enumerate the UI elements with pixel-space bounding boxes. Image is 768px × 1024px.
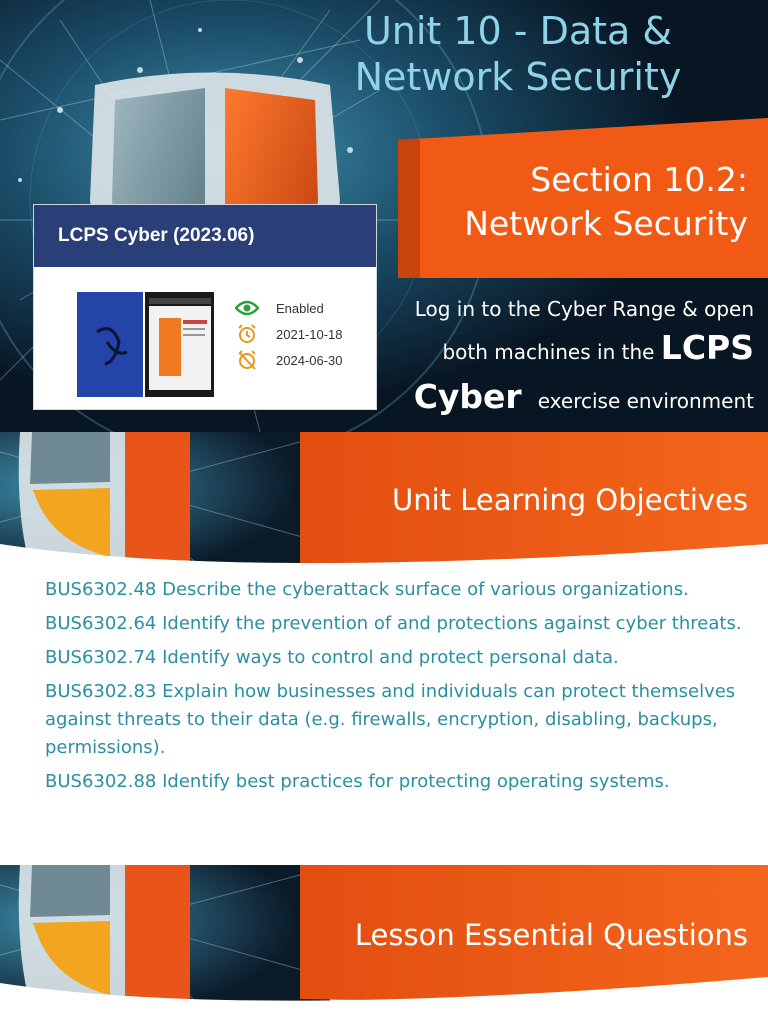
instruction-lcps: LCPS xyxy=(660,328,754,367)
alarm-off-icon xyxy=(234,350,260,370)
exercise-card[interactable] xyxy=(33,204,377,410)
title-slide xyxy=(0,0,768,432)
questions-heading: Lesson Essential Questions xyxy=(354,918,748,952)
objective-item: BUS6302.64 Identify the prevention of and protections against cyber threats. xyxy=(45,613,742,634)
instruction-line1: Log in to the Cyber Range & open xyxy=(414,297,754,321)
objectives-slide xyxy=(0,432,768,865)
unit-title-line1: Unit 10 - Data & xyxy=(363,9,673,53)
section-title-line2: Network Security xyxy=(464,204,748,243)
start-date-row xyxy=(234,321,343,347)
instruction-line3-text: exercise environment xyxy=(537,389,754,413)
alarm-clock-icon xyxy=(234,324,260,344)
objective-item: BUS6302.88 Identify best practices for protecting operating systems. xyxy=(45,771,670,792)
objectives-list xyxy=(45,576,745,802)
instruction-line3 xyxy=(374,374,754,426)
instructions xyxy=(374,292,754,426)
objective-item: BUS6302.48 Describe the cyberattack surface of various organizations. xyxy=(45,579,689,600)
start-date-text: 2021-10-18 xyxy=(276,326,343,342)
section-title-line1: Section 10.2: xyxy=(530,160,748,199)
essential-questions-slide xyxy=(0,865,768,1024)
unit-title-line2: Network Security xyxy=(354,55,682,99)
exercise-card-title: LCPS Cyber (2023.06) xyxy=(34,205,376,267)
exercise-thumbnail[interactable] xyxy=(77,292,214,397)
section-title xyxy=(464,158,748,246)
end-date-row xyxy=(234,347,343,373)
objective-item: BUS6302.83 Explain how businesses and individuals can protect themselves against threats to their data (e.g. firewalls, encryption, disabling, backups, permissions). xyxy=(45,681,736,758)
instruction-cyber: Cyber xyxy=(413,377,522,416)
objectives-heading: Unit Learning Objectives xyxy=(392,483,748,517)
end-date-text: 2024-06-30 xyxy=(276,352,343,368)
exercise-card-details xyxy=(234,295,343,373)
unit-title xyxy=(308,8,728,100)
status-row xyxy=(234,295,343,321)
status-text: Enabled xyxy=(276,300,324,316)
eye-icon xyxy=(234,298,260,318)
instruction-line2 xyxy=(374,326,754,374)
objective-item: BUS6302.74 Identify ways to control and protect personal data. xyxy=(45,647,619,668)
instruction-line2-text: both machines in the xyxy=(442,340,655,364)
